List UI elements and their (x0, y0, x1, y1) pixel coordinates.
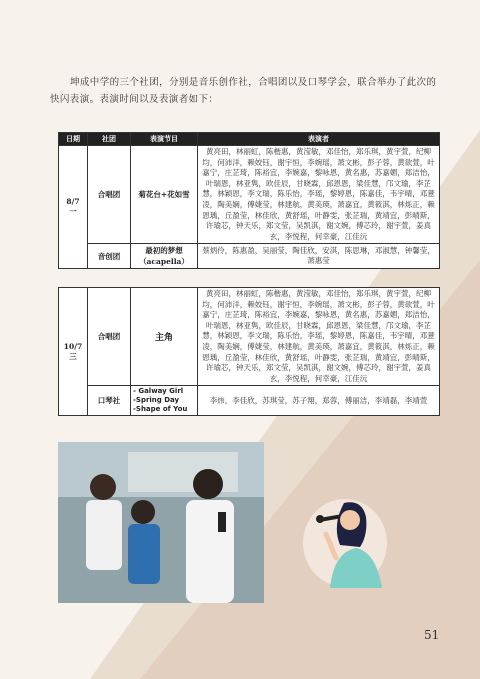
club-cell: 口琴社 (88, 386, 131, 416)
performers-cell: 李炜，李佳欣，苏琪莹，苏子翔，郑蓉，傅丽洁，李靖磊，李靖萱 (198, 386, 440, 416)
program-cell: 菊花台+花如雪 (131, 146, 198, 244)
club-cell: 合唱团 (88, 146, 131, 244)
header-club: 社团 (88, 133, 131, 146)
performers-cell: 蔡炳伶，陈惠盈，吴丽莹，陶佳欣，安淇，陈思琳，邓淑慧，钟馨莹，萧惠莹 (198, 244, 440, 269)
schedule-table-1 (58, 132, 440, 269)
program-cell: 最初的梦想 （acapella） (131, 244, 198, 269)
program-cell: 主角 (131, 288, 198, 386)
date-cell: 10/7 三 (59, 288, 88, 416)
club-cell: 合唱团 (88, 288, 131, 386)
program-list-cell (131, 386, 198, 416)
header-program: 表演节目 (131, 133, 198, 146)
singing-girl-illustration (300, 488, 390, 588)
intro-paragraph: 坤成中学的三个社团，分别是音乐创作社，合唱团以及口琴学会，联合举办了此次的快闪表演。表演时间以及表演者如下： (50, 76, 437, 105)
page-number: 51 (424, 628, 440, 642)
performers-cell: 黄亮田，林丽虹，陈楷惠，黄滢敏，邓佳怡，郑乐琪，黄宇萱，纪柳均，何沛洋，赖姣钰，谢宇恒，李婉瑶，萧文彬，彭子蓉，黄欲萱，叶嘉宁，庄芷琦，陈裕宜，李婉嘉，黎咏恩，黄名惠，苏嘉媚，郑洁怡，叶瑞恩，林亚隽，欧佳辰，甘晓霖，邱恩恩，梁佳慧，邝文瑜，李芷慧，林颖恩，李文瑞，陈乐怡，李瑶，黎婷恩，陈嘉佳，韦宇晴，邓薏凌，陶美娴，傅婕莹，林建航，黄美瑛，萧嘉宜，黄筱淇，林烁正，赖恩瑀，丘盈莹，林佳欣，黄舒瑶，叶静雯，张芷瑞，黄靖宜，彭晴斯，许瑜芯，钟天乐，郑文莹，吴凯淇，谢文婉，傅芯玲，谢宇萱，姜真玄，李悦程，何幸豪，江佳沅 (198, 146, 440, 244)
header-performers: 表演者 (198, 133, 440, 146)
program-item: - Galway Girl (133, 387, 184, 396)
schedule-table-2 (58, 287, 440, 416)
program-item: -Spring Day (133, 396, 180, 405)
program-item: -Shape of You (133, 405, 188, 414)
club-cell: 音创团 (88, 244, 131, 269)
date-cell: 8/7 一 (59, 146, 88, 269)
performers-cell: 黄亮田，林丽虹，陈楷惠，黄滢敏，邓佳怡，郑乐琪，黄宇萱，纪柳均，何沛洋，赖姣钰，谢宇恒，李婉瑶，萧文彬，彭子蓉，黄欲萱，叶嘉宁，庄芷琦，陈裕宜，李婉嘉，黎咏恩，黄名惠，苏嘉媚，郑洁怡，叶瑞恩，林亚隽，欧佳辰，甘晓霖，邱恩恩，梁佳慧，邝文瑜，李芷慧，林颖恩，李文瑞，陈乐怡，李瑶，黎婷恩，陈嘉佳，韦宇晴，邓薏凌，陶美娴，傅婕莹，林建航，黄美瑛，萧嘉宜，黄筱淇，林烁正，赖恩瑀，丘盈莹，林佳欣，黄舒瑶，叶静雯，张芷瑞，黄靖宜，彭晴斯，许瑜芯，钟天乐，郑文莹，吴凯淇，谢文婉，傅芯玲，谢宇萱，姜真玄，李悦程，何幸豪，江佳沅 (198, 288, 440, 386)
header-date: 日期 (59, 133, 88, 146)
performance-photo (58, 442, 264, 603)
